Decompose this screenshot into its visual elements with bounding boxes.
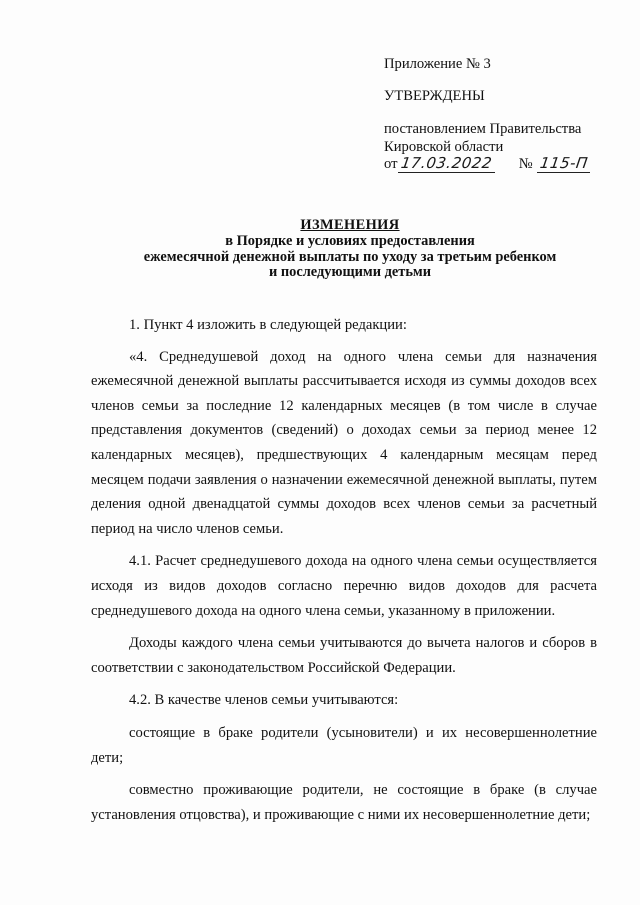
approved-label: УТВЕРЖДЕНЫ (384, 87, 485, 104)
resolution-number-entry (537, 156, 591, 173)
title-line-2: ежемесячной денежной выплаты по уходу за третьим ребенком (143, 248, 557, 265)
handwritten-date: 17.03.2022 (400, 154, 494, 172)
paragraph-clause-1: 1. Пункт 4 изложить в следующей редакции: (129, 317, 407, 333)
paragraph-clause-4: «4. Среднедушевой доход на одного члена семьи для назначения ежемесячной денежной выплаты рассчитывается исходя из суммы доходов всех членов семьи за последние 12 календарных месяцев (в том числе в случае представления документов (сведений) о доходах семьи за период менее 12 календарных месяцев), предшествующих 4 календарным месяцам перед месяцем подачи заявления о назначении ежемесячной денежной выплаты, путем деления одной двенадцатой суммы доходов всех членов семьи за расчетный период на число членов семьи. (91, 348, 597, 537)
paragraph-clause-4-2: 4.2. В качестве членов семьи учитываются: (129, 692, 399, 709)
document-title (60, 218, 640, 281)
number-prefix: № (518, 156, 533, 172)
appendix-label: Приложение № 3 (384, 56, 491, 72)
paragraph-clause-4-1: 4.1. Расчет среднедушевого дохода на одного члена семьи осуществляется исходя из видов доходов согласно перечню видов доходов для расчета среднедушевого дохода на одного члена семьи, указанному в приложении. (91, 553, 597, 619)
approved-by-line: постановлением Правительства (384, 121, 582, 137)
approved-by-region: Кировской области (384, 138, 504, 155)
approval-stamp-block (384, 56, 624, 176)
title-line-3: и последующими детьми (268, 264, 432, 281)
from-prefix: от (384, 156, 398, 172)
title-main: ИЗМЕНЕНИЯ (300, 217, 400, 233)
paragraph-married-parents: состоящие в браке родители (усыновители) и их несовершеннолетние дети; (91, 724, 597, 766)
title-line-1: в Порядке и условиях предоставления (225, 232, 475, 249)
paragraph-income-taxes: Доходы каждого члена семьи учитываются до вычета налогов и сборов в соответствии с законодательством Российской Федерации. (91, 635, 597, 676)
document-body (91, 313, 597, 835)
handwritten-number: 115-П (538, 154, 589, 172)
resolution-date-entry (398, 156, 495, 173)
paragraph-cohabiting-parents: совместно проживающие родители, не состоящие в браке (в случае установления отцовства), и проживающие с ними их несовершеннолетние дети; (91, 782, 597, 823)
resolution-date-number (384, 156, 624, 176)
